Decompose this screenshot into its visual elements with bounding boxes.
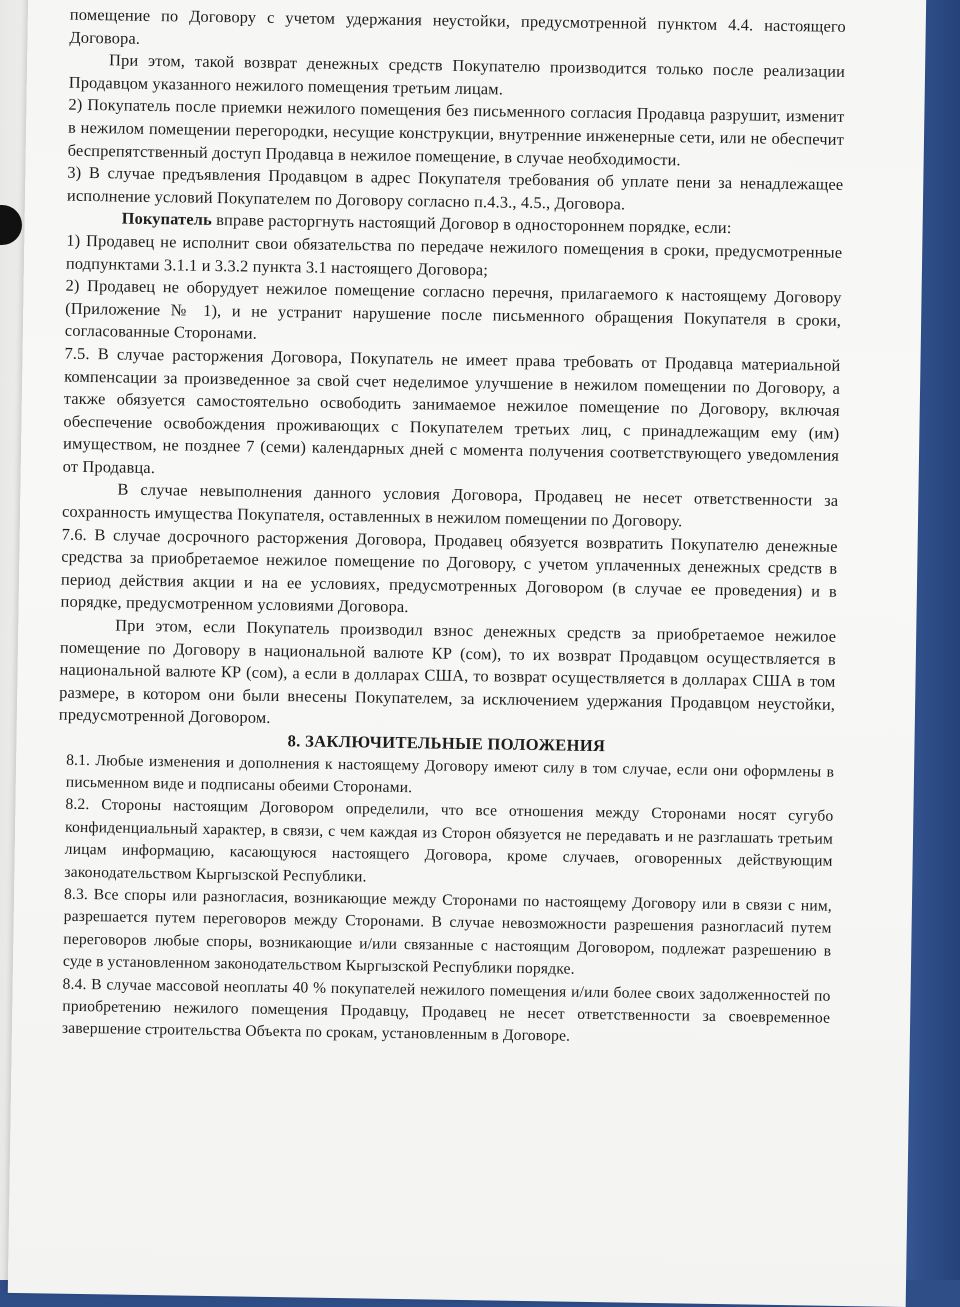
document-body xyxy=(54,4,846,1053)
paragraph-6: 2) Продавец не оборудует нежилое помещение согласно перечня, прилагаемого к настоящему Договору (Приложение № 1), и не устранит нарушение после письменного обращения Покупателя в сроки, согласованные Сторонами. xyxy=(64,275,842,343)
clause-8-3: 8.3. Все споры или разногласия, возникающие между Сторонами по настоящему Договору или в связи с ним, разрешается путем переговоров между Сторонами. В случае невозможности разрешения разногласий путем переговоров любые споры, возникающие и/или связанные с настоящим Договором, подлежат разрешению в суде в установленном законодательством Кыргызской Республики порядке. xyxy=(62,885,833,978)
buyer-clause-bold: Покупатель xyxy=(121,208,213,230)
paragraph-3: 2) Покупатель после приемки нежилого помещения без письменного согласия Продавца разрушит, изменит в нежилом помещении перегородки, несущие конструкции, внутренние инженерные сети, или не обеспечит беспрепятственный доступ Продавца в нежилое помещение, в случае необходимости. xyxy=(67,95,845,169)
paragraph-2: При этом, такой возврат денежных средств Покупателю производится только после реализации Продавцом указанного нежилого помещения третьим лицам. xyxy=(68,50,846,99)
section-8-heading: 8. ЗАКЛЮЧИТЕЛЬНЫЕ ПОЛОЖЕНИЯ xyxy=(287,731,606,756)
clause-8-2: 8.2. Стороны настоящим Договором определили, что все отношения между Сторонами носят сугубо конфиденциальный характер, в связи, с чем каждая из Сторон обязуется не передавать и не разглашать третьим лицам информацию, касающуюся настоящего Договора, кроме случаев, оговоренных действующим законодательством Кыргызской Республики. xyxy=(64,796,834,886)
paragraph-5: 1) Продавец не исполнит свои обязательства по передаче нежилого помещения в сроки, предусмотренные подпунктами 3.1.1 и 3.3.2 пункта 3.1 настоящего Договора; xyxy=(65,230,843,279)
section-8-body xyxy=(62,749,834,1052)
paragraph-1: помещение по Договору с учетом удержания неустойки, предусмотренной пунктом 4.4. настоящего Договора. xyxy=(69,4,846,48)
clause-7-6-note: При этом, если Покупатель производил взнос денежных средств за приобретаемое нежилое помещение по Договору в национальной валюте КР (сом), то их возврат Продавцом осуществляется в национальной валюте КР (сом), а если в долларах США, то возврат осуществляется в долларах США в том размере, в котором они были внесены Покупателем, за исключением удержания Продавцом неустойки, предусмотренной Договором. xyxy=(58,615,837,728)
paragraph-4: 3) В случае предъявления Продавцом в адрес Покупателя требования об уплате пени за ненадлежащее исполнение условий Покупателем по Договору согласно п.4.3., 4.5., Договора. xyxy=(66,162,844,214)
clause-7-5-note: В случае невыполнения данного условия Договора, Продавец не несет ответственности за сохранность имущества Покупателя, оставленных в нежилом помещении по Договору. xyxy=(61,479,839,531)
clause-8-4: 8.4. В случае массовой неоплаты 40 % покупателей нежилого помещения и/или более своих задолженностей по приобретению нежилого помещения Продавцу, Продавец не несет ответственности за своевременное завершение строительства Объекта по срокам, установленным в Договоре. xyxy=(61,975,831,1046)
clause-7-5: 7.5. В случае расторжения Договора, Покупатель не имеет права требовать от Продавца материальной компенсации за произведенное за свой счет неделимое улучшение в нежилом помещении по Договору, а также обязуется самостоятельно освободить занимаемое нежилое помещение по Договору, включая обеспечение освобождения проживающих с Покупателем третьих лиц, с принадлежащим ему (им) имуществом, не позднее 7 (семи) календарных дней с момента получения соответствующего уведомления от Продавца. xyxy=(62,343,841,477)
document-page xyxy=(8,0,926,1307)
clause-8-1: 8.1. Любые изменения и дополнения к настоящему Договору имеют силу в том случае, если они оформлены в письменном виде и подписаны обеими Сторонами. xyxy=(65,751,835,797)
clause-7-6: 7.6. В случае досрочного расторжения Договора, Продавец обязуется возвратить Покупателю денежные средства за приобретаемое нежилое помещение по Договору, с учетом уплаченных денежных средств в период действия акции и на ее условиях, предусмотренных Договором (в случае ее проведения) и в порядке, предусмотренном условиями Договора. xyxy=(60,524,838,617)
buyer-clause-rest: вправе расторгнуть настоящий Договор в одностороннем порядке, если: xyxy=(211,210,732,238)
